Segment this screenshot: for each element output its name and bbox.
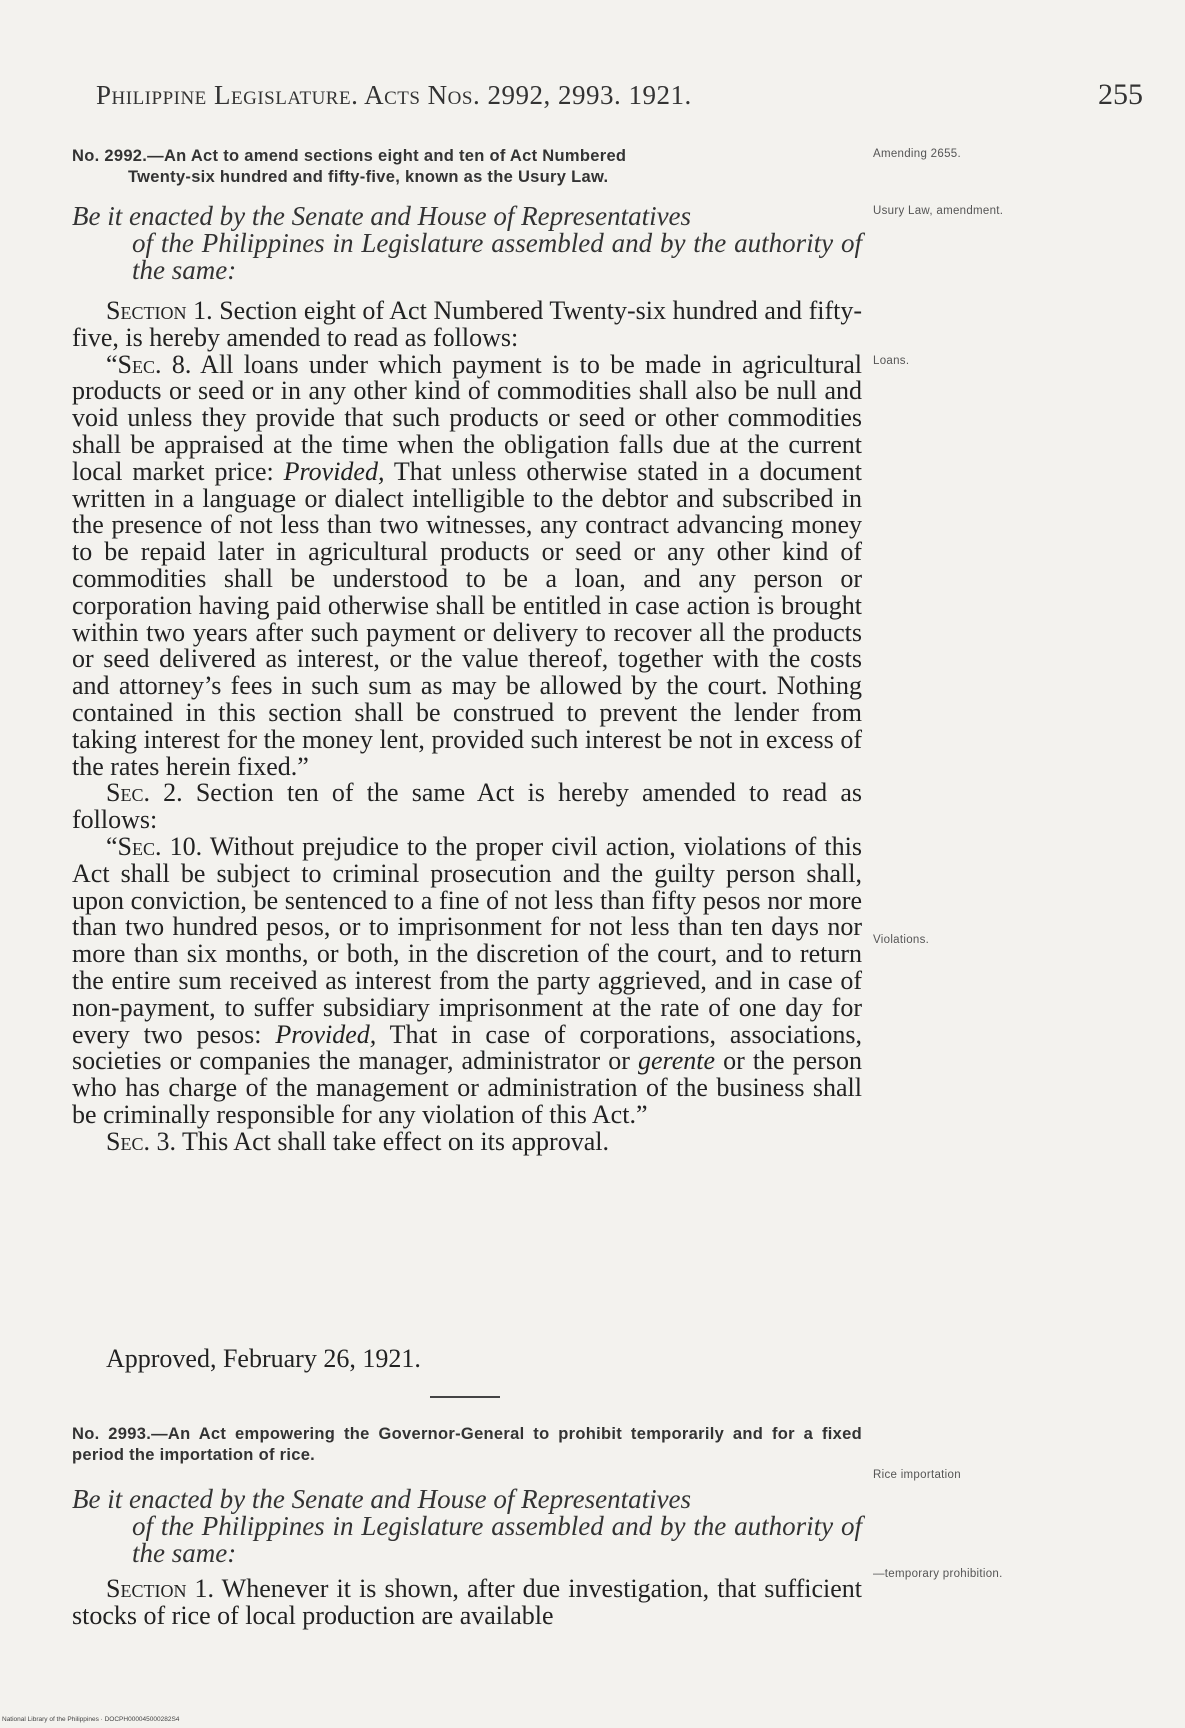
act-2992-sec-10 (72, 831, 862, 1129)
section-1-text: 1. Whenever it is shown, after due investigation, that sufficient stocks of rice of local production are available (72, 1574, 862, 1630)
sec-8-text-b: That unless otherwise stated in a document written in a language or dialect intelligible to the debtor and subscribed in the presence of not less than two witnesses, any contract advancing money to be repaid later in agricultural products or seed or any other kind of commodities shall be understood to be a loan, and any person or corporation having paid otherwise shall be entitled in case action is brought within two years after such payment or delivery to recover all the products or seed delivered as interest, or the value thereof, together with the costs and attorney’s fees in such sum as may be allowed by the court. Nothing contained in this section shall be construed to prevent the lender from taking interest for the money lent, provided such interest be not in excess of the rates herein fixed.” (72, 456, 862, 781)
gerente-italic: gerente (638, 1046, 715, 1076)
section-3-text: 3. This Act shall take effect on its approval. (149, 1126, 609, 1156)
quote-mark: “ (106, 349, 118, 379)
sec-8-text-a: 8. All loans under which payment is to be made in agricultural products or seed or in any other kind of commodities shall also be null and void unless they provide that such products or seed or other commodities shall be appraised at the time when the obligation falls due at the current local market price: (72, 349, 862, 486)
section-1-text: 1. Section eight of Act Numbered Twenty-six hundred and fifty-five, is hereby amended to read as follows: (72, 296, 862, 352)
act-2992-enacting-clause (72, 203, 862, 284)
margin-note-amending: Amending 2655. (873, 148, 961, 160)
provided-italic: Provided, (275, 1019, 377, 1049)
act-2992-section-1 (72, 298, 862, 352)
act-2993-enact-cont: of the Philippines in Legislature assembled and by the authority of the same: (132, 1511, 862, 1568)
sec-label: Sec. (106, 778, 150, 808)
margin-note-temporary: —temporary prohibition. (873, 1568, 1003, 1580)
section-2-text: 2. Section ten of the same Act is hereby amended to read as follows: (72, 778, 862, 835)
act-2993-title (72, 1424, 862, 1466)
sec-label: Sec. (117, 831, 162, 861)
page-number: 255 (1098, 78, 1143, 111)
act-2992-section-2 (72, 780, 862, 834)
section-label: Section (106, 296, 187, 325)
act-2992-enact-cont: of the Philippines in Legislature assembled and by the authority of the same: (132, 228, 862, 285)
act-2992-title-cont: Twenty-six hundred and fifty-five, known as the Usury Law. (128, 168, 609, 186)
provided-italic: Provided, (283, 456, 385, 486)
margin-note-rice: Rice importation (873, 1469, 961, 1481)
sec-10-text-c: or the person who has charge of the management or administration of the business shall be criminally responsible for any violation of this Act.” (72, 1046, 862, 1129)
act-2993-enacting-clause (72, 1486, 862, 1567)
act-2992-title-lead: No. 2992.—An Act to amend sections eight and ten of Act Numbered (72, 147, 627, 165)
act-2992-body (72, 298, 862, 1156)
sec-label: Sec. (117, 349, 162, 379)
sec-10-text-a: 10. Without prejudice to the proper civil action, violations of this Act shall be subject to criminal prosecution and the guilty person shall, upon conviction, be sentenced to a fine of not less than fifty pesos nor more than two hundred pesos, or to imprisonment for not less than ten days nor more than six months, or both, in the discretion of the court, and to return the entire sum received as interest from the party aggrieved, and in case of non-payment, to suffer subsidiary imprisonment at the rate of one day for every two pesos: (72, 831, 862, 1049)
margin-note-loans: Loans. (873, 355, 910, 367)
act-2992-sec-8 (72, 349, 862, 781)
act-2993-section-1 (72, 1576, 862, 1630)
act-2993-body (72, 1576, 862, 1630)
approved-date: Approved, February 26, 1921. (106, 1344, 421, 1373)
section-label: Section (106, 1574, 187, 1603)
act-2993-title-lead: No. 2993.—An Act empowering the Governor-General to prohibit temporarily and for a fixed period the importation of rice. (72, 1425, 862, 1464)
act-2992-enact-lead: Be it enacted by the Senate and House of Representatives (72, 201, 692, 231)
running-head: Philippine Legislature. Acts Nos. 2992, 2993. 1921. (96, 80, 692, 110)
margin-note-usury: Usury Law, amendment. (873, 205, 1004, 217)
margin-note-violations: Violations. (873, 934, 930, 946)
quote-mark: “ (106, 831, 118, 861)
archive-stamp: National Library of the Philippines · DOCPH000045000282S4 (2, 1716, 180, 1723)
act-2992-section-3 (72, 1126, 862, 1156)
section-divider (430, 1396, 500, 1398)
act-2993-enact-lead: Be it enacted by the Senate and House of Representatives (72, 1484, 692, 1514)
sec-label: Sec. (106, 1126, 150, 1156)
sec-10-text-b: That in case of corporations, associations, societies or companies the manager, administrator or (72, 1019, 862, 1076)
act-2992-title (72, 146, 862, 188)
